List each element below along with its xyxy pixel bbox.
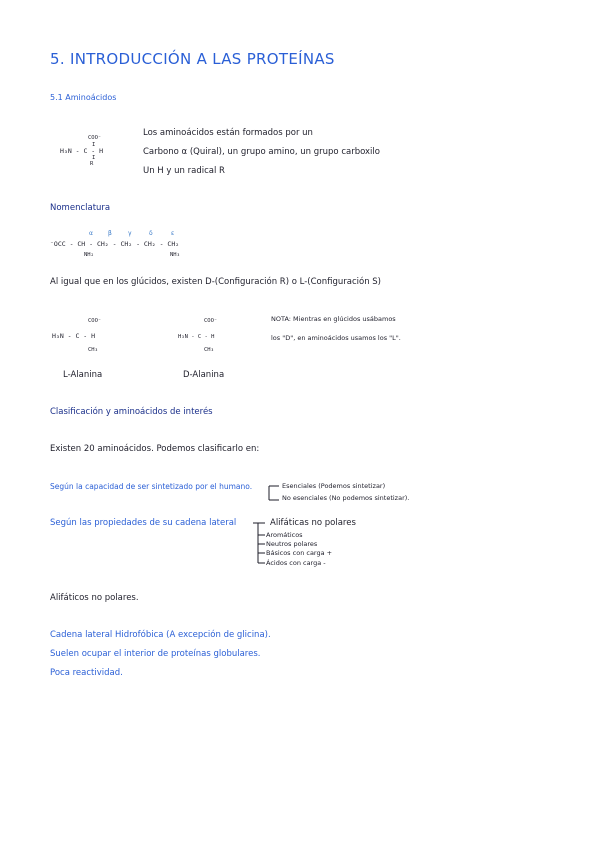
lysine-formula: ⁻OCC - CH - CH₂ - CH₂ - CH₂ - CH₂ xyxy=(50,240,180,248)
side-chain-item-aliphatic: Alifáticas no polares xyxy=(270,518,356,528)
aliphatic-line-2: Suelen ocupar el interior de proteínas globulares. xyxy=(50,649,261,659)
aliphatic-line-1: Cadena lateral Hidrofóbica (A excepción de glicina). xyxy=(50,630,271,640)
l-alanine-label: L-Alanina xyxy=(63,370,103,380)
nomenclature-heading: Nomenclatura xyxy=(50,203,111,213)
lysine-nh2: NH₂ xyxy=(84,252,94,258)
synthesis-bracket xyxy=(267,482,283,504)
intro-line-3: Un H y un radical R xyxy=(143,166,225,176)
l-alanine-middle: H₃N - C - H xyxy=(52,332,96,340)
d-alanine-bottom: CH₃ xyxy=(204,347,214,353)
lysine-nh3: NH₃ xyxy=(170,252,180,258)
aliphatic-line-3: Poca reactividad. xyxy=(50,668,123,678)
side-chain-item-basic: Básicos con carga + xyxy=(266,549,333,557)
d-alanine-label: D-Alanina xyxy=(183,370,225,380)
aa-bond-top: I xyxy=(92,142,96,148)
intro-line-2: Carbono α (Quiral), un grupo amino, un grupo carboxilo xyxy=(143,147,380,157)
l-alanine-bottom: CH₃ xyxy=(88,347,98,353)
section-heading: 5.1 Aminoácidos xyxy=(50,93,117,102)
aa-r-group: R xyxy=(90,161,94,167)
side-chain-item-acidic: Ácidos con carga - xyxy=(266,559,326,567)
greek-gamma: γ xyxy=(128,230,132,237)
synthesis-criterion: Según la capacidad de ser sintetizado por el humano. xyxy=(50,482,253,491)
side-chain-criterion: Según las propiedades de su cadena lateral xyxy=(50,518,237,528)
page-title: 5. INTRODUCCIÓN A LAS PROTEÍNAS xyxy=(50,50,335,68)
greek-epsilon: ε xyxy=(171,230,175,237)
synthesis-item-nonessential: No esenciales (No podemos sintetizar). xyxy=(282,494,410,502)
aliphatic-heading: Alifáticos no polares. xyxy=(50,593,139,603)
intro-line-1: Los aminoácidos están formados por un xyxy=(143,128,313,138)
configuration-text: Al igual que en los glúcidos, existen D-(Configuración R) o L-(Configuración S) xyxy=(50,277,381,287)
l-alanine-top: COO⁻ xyxy=(88,318,102,324)
greek-alpha: α xyxy=(89,230,93,237)
synthesis-item-essential: Esenciales (Podemos sintetizar) xyxy=(282,482,386,490)
aa-top-group: COO⁻ xyxy=(88,135,102,141)
side-chain-item-neutral: Neutros polares xyxy=(266,540,318,548)
classification-intro: Existen 20 aminoácidos. Podemos clasificarlo en: xyxy=(50,444,260,454)
greek-delta: δ xyxy=(149,230,153,237)
aa-bond-bottom: I xyxy=(92,155,96,161)
greek-beta: β xyxy=(108,230,112,237)
side-chain-item-aromatic: Aromáticos xyxy=(266,531,303,539)
note-line-1: NOTA: Mientras en glúcidos usábamos xyxy=(271,315,396,323)
aa-middle: H₃N - C - H xyxy=(60,147,104,155)
d-alanine-middle: H₃N - C - H xyxy=(178,334,215,340)
note-line-2: los "D", en aminoácidos usamos los "L". xyxy=(271,334,401,342)
d-alanine-top: COO⁻ xyxy=(204,318,218,324)
classification-heading: Clasificación y aminoácidos de interés xyxy=(50,407,213,417)
